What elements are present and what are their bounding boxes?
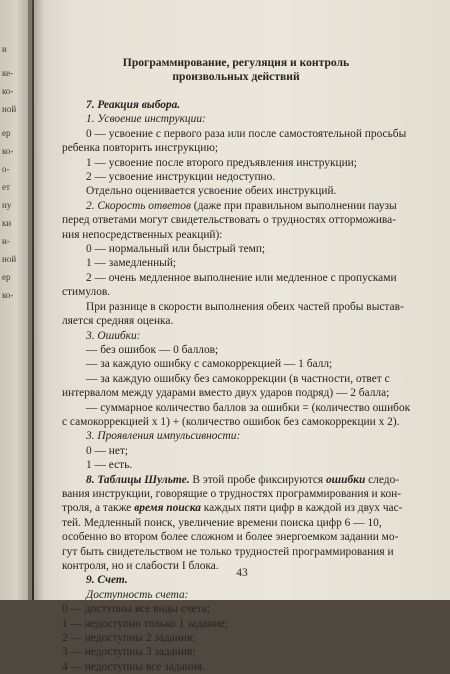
section-heading: 7. Реакция выбора. <box>86 99 181 111</box>
left-fragment: ке- <box>2 68 14 78</box>
text-line: — суммарное количество баллов за ошибки = (количество ошибок <box>86 401 411 414</box>
subsection-heading: 3. Проявления импульсивности: <box>86 430 241 443</box>
subsection-heading: 1. Усвоение инструкции: <box>86 113 206 126</box>
text-line: ребенка повторить инструкцию; <box>62 142 219 155</box>
text-line <box>62 501 410 515</box>
left-fragment: ет <box>2 182 10 192</box>
text-span: В этой пробе фиксируются <box>189 473 326 486</box>
text-line: 0 — нормальный или быстрый темп; <box>86 243 266 256</box>
left-fragment: ну <box>2 200 12 210</box>
emphasis-text: ошибки <box>325 473 366 486</box>
text-line: 2 — недоступны 2 задания; <box>62 632 196 645</box>
text-line <box>62 199 410 213</box>
text-line: ния непосредственных реакций): <box>62 228 223 241</box>
text-line: вания инструкции, говорящие о трудностях программирования и кон- <box>62 487 402 500</box>
left-fragment: и <box>2 44 7 54</box>
text-line: 0 — нет; <box>86 444 129 457</box>
text-line: 3 — недоступны 3 задания; <box>62 646 196 659</box>
left-fragment: и- <box>2 236 10 246</box>
text-line: стимулов. <box>62 286 111 299</box>
page-number: 43 <box>236 567 248 579</box>
page-content <box>62 56 410 674</box>
text-line: 1 — замедленный; <box>86 257 177 270</box>
subsection-heading: 3. Ошибки: <box>86 329 141 342</box>
page-title <box>62 56 410 84</box>
title-line: Программирование, регуляция и контроль <box>122 56 350 69</box>
text-line: Отдельно оценивается усвоение обеих инструкций. <box>86 185 337 198</box>
emphasis-text: время поиска <box>134 502 201 515</box>
text-line: контроля, но и слабости I блока. <box>62 560 219 572</box>
subsection-heading: Доступность счета: <box>86 588 189 601</box>
text-line: 1 — есть. <box>86 459 133 472</box>
section-heading: 9. Счет. <box>86 574 128 587</box>
text-line: — за каждую ошибку с самокоррекцией — 1 балл; <box>86 358 333 371</box>
text-line: 2 — очень медленное выполнение или медленное с пропусками <box>86 271 397 284</box>
left-fragment: ко- <box>2 86 14 96</box>
text-line: 1 — усвоение после второго предъявления инструкции; <box>86 156 357 169</box>
left-fragment: о- <box>2 164 10 174</box>
text-line: ляется средняя оценка. <box>62 315 174 328</box>
text-line: перед ответами могут свидетельствовать о трудностях отторможива- <box>62 214 396 227</box>
text-line: — без ошибок — 0 баллов; <box>86 343 219 356</box>
left-fragment: ко- <box>2 146 14 156</box>
text-line: 0 — усвоение с первого раза или после самостоятельной просьбы <box>86 127 407 140</box>
text-span: следо- <box>365 473 400 486</box>
section-heading: 8. Таблицы Шульте. <box>86 473 190 486</box>
left-fragment: ной <box>2 254 17 264</box>
text-line: с самокоррекцией x 1) + (количество ошибок без самокоррекции x 2). <box>62 415 400 428</box>
left-fragment: ной <box>2 104 17 114</box>
text-line: особенно во втором более сложном и более энергоемком задании мо- <box>62 531 399 544</box>
text-line: интервалом между ударами вместо двух ударов подряд) — 2 балла; <box>62 387 390 400</box>
text-span: троля, а также <box>62 502 135 515</box>
left-fragment: ко- <box>2 290 14 300</box>
text-line: 4 — недоступны все задания. <box>62 660 205 673</box>
left-fragment: ки <box>2 218 12 228</box>
left-fragment: ер <box>2 272 11 282</box>
text-line: 0 — доступны все виды счета; <box>62 603 210 616</box>
text-line: 2 — усвоение инструкции недоступно. <box>86 171 276 184</box>
text-line: — за каждую ошибку без самокоррекции (в частности, ответ с <box>86 372 390 385</box>
text-line <box>62 473 410 487</box>
subsection-heading: 2. Скорость ответов <box>86 199 191 212</box>
text-line: При разнице в скорости выполнения обеих частей пробы выстав- <box>86 300 404 313</box>
book-page <box>34 0 450 673</box>
page-gutter-shadow <box>28 0 44 600</box>
title-line: произвольных действий <box>172 70 300 83</box>
text-span: (даже при правильном выполнении паузы <box>190 199 397 212</box>
text-line: тей. Медленный поиск, увеличение времени поиска цифр 6 — 10, <box>62 516 382 529</box>
left-fragment: ер <box>2 128 11 138</box>
text-line: 1 — недоступно только 1 задание; <box>62 617 228 630</box>
text-line: гут быть свидетельством не только трудностей программирования и <box>62 545 394 558</box>
text-span: каждых пяти цифр в каждой из двух час- <box>200 502 403 515</box>
